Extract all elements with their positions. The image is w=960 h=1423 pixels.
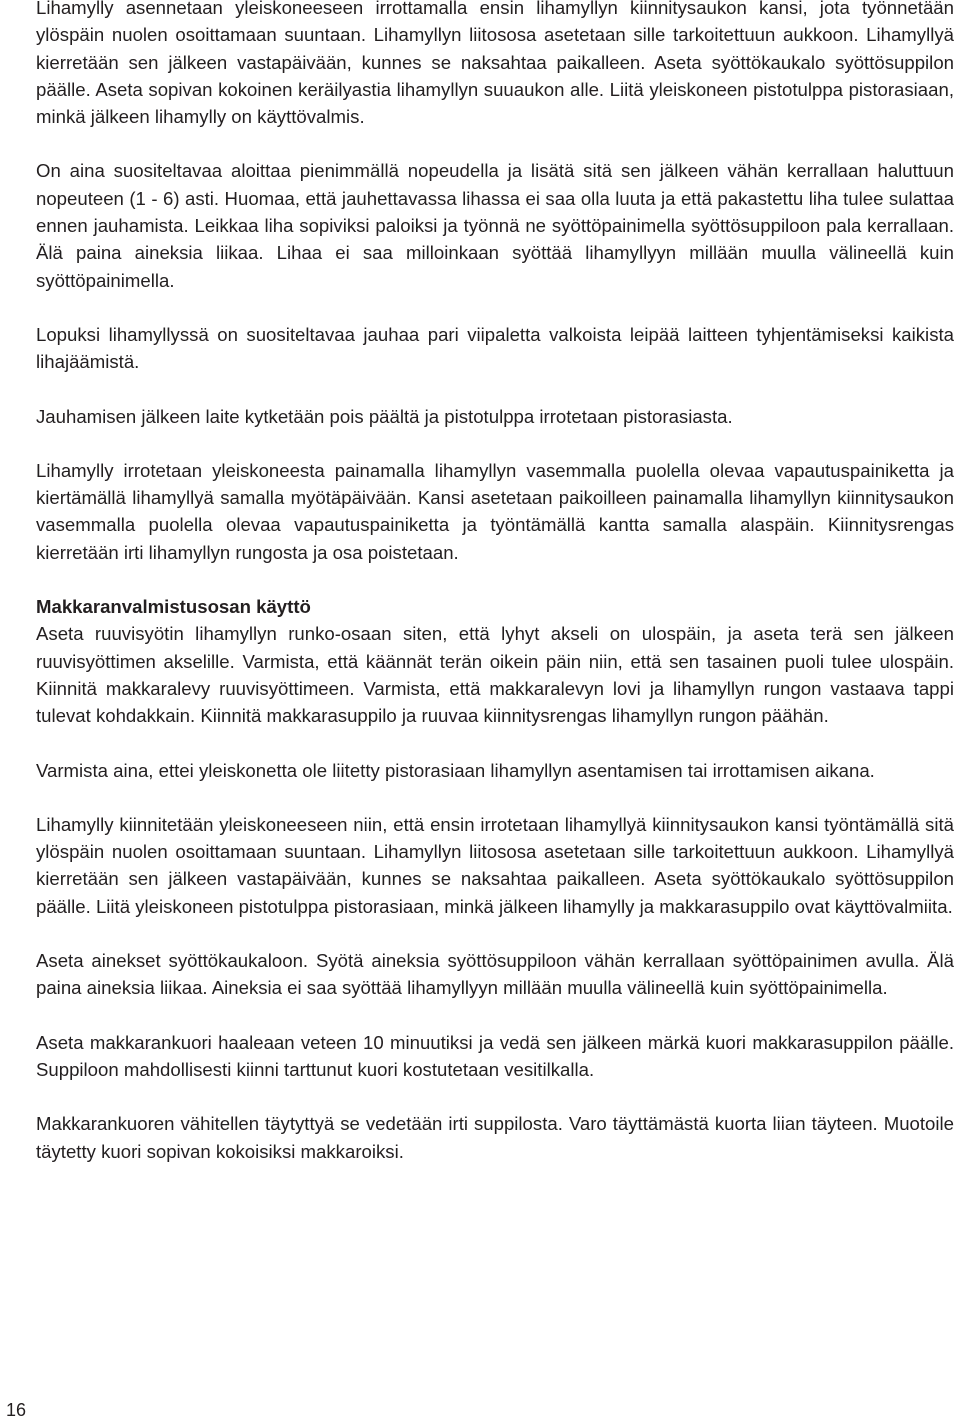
section-heading-sausage-maker: Makkaranvalmistusosan käyttö xyxy=(36,596,311,618)
paragraph-feeding-ingredients: Aseta ainekset syöttökaukaloon. Syötä aineksia syöttösuppiloon vähän kerrallaan syöttöpainimen avulla. Älä paina aineksia liikaa. Aineksia ei saa syöttää lihamyllyyn millään muulla välineellä kuin syöttöpainimella. xyxy=(36,950,954,999)
paragraph-mounting-grinder: Lihamylly kiinnitetään yleiskoneeseen niin, että ensin irrotetaan lihamyllyä kiinnitysaukon kansi työntämällä sitä ylöspäin nuolen osoittamaan suuntaan. Lihamyllyn liitososa asetetaan sille tarkoitettuun aukkoon. Lihamyllyä kierretään sen jälkeen vastapäivään, kunnes se naksahtaa paikalleen. Aseta syöttökaukalo syöttösuppilon päälle. Liitä yleiskoneen pistotulppa pistorasiaan, minkä jälkeen lihamylly ja makkarasuppilo ovat käyttövalmiita. xyxy=(36,813,954,917)
paragraph-preparing-casing: Aseta makkarankuori haaleaan veteen 10 minuutiksi ja vedä sen jälkeen märkä kuori makkarasuppilon päälle. Suppiloon mahdollisesti kiinni tarttunut kuori kostutetaan vesitilkalla. xyxy=(36,1031,954,1080)
paragraph-attaching-grinder: Lihamylly asennetaan yleiskoneeseen irrottamalla ensin lihamyllyn kiinnitysaukon kansi, jota työnnetään ylöspäin nuolen osoittamaan suuntaan. Lihamyllyn liitososa asetetaan sille tarkoitettuun aukkoon. Lihamyllyä kierretään sen jälkeen vastapäivään, kunnes se naksahtaa paikalleen. Aseta syöttökaukalo syöttösuppilon päälle. Aseta sopivan kokoinen keräilyastia lihamyllyn suuaukon alle. Liitä yleiskoneen pistotulppa pistorasiaan, minkä jälkeen lihamylly on käyttövalmis. xyxy=(36,0,954,128)
paragraph-filling-casing: Makkarankuoren vähitellen täytyttyä se vedetään irti suppilosta. Varo täyttämästä kuorta liian täyteen. Muotoile täytetty kuori sopivan kokoisiksi makkaroiksi. xyxy=(36,1113,954,1162)
page-number: 16 xyxy=(6,1400,27,1420)
paragraph-speed-and-feeding: On aina suositeltavaa aloittaa pienimmällä nopeudella ja lisätä sitä sen jälkeen vähän kerrallaan haluttuun nopeuteen (1 - 6) asti. Huomaa, että jauhettavassa lihassa ei saa olla luuta ja että pakastettu liha tulee sulattaa ennen jauhamista. Leikkaa liha sopiviksi paloiksi ja työnnä ne syöttöpainimella syöttösuppiloon pala kerrallaan. Älä paina aineksia liikaa. Lihaa ei saa milloinkaan syöttää lihamyllyyn millään muulla välineellä kuin syöttöpainimella. xyxy=(36,160,954,291)
paragraph-assembling-sausage-attachment: Aseta ruuvisyötin lihamyllyn runko-osaan siten, että lyhyt akseli on ulospäin, ja aseta terä sen jälkeen ruuvisyöttimen akselille. Varmista, että käännät terän oikein päin niin, että sen tasainen puoli tulee ulospäin. Kiinnitä makkaralevy ruuvisyöttimeen. Varmista, että makkaralevyn lovi ja lihamyllyn rungon vastaava tappi tulevat kohdakkain. Kiinnitä makkarasuppilo ja ruuvaa kiinnitysrengas lihamyllyn rungon päähän. xyxy=(36,623,954,727)
paragraph-switch-off: Jauhamisen jälkeen laite kytketään pois päältä ja pistotulppa irrotetaan pistorasiasta. xyxy=(36,405,733,427)
paragraph-cleaning-with-bread: Lopuksi lihamyllyssä on suositeltavaa jauhaa pari viipaletta valkoista leipää laitteen tyhjentämiseksi kaikista lihajäämistä. xyxy=(36,323,954,373)
paragraph-detaching-grinder: Lihamylly irrotetaan yleiskoneesta painamalla lihamyllyn vasemmalla puolella olevaa vapautuspainiketta ja kiertämällä lihamyllyä samalla myötäpäivään. Kansi asetetaan paikoilleen painamalla lihamyllyn kiinnitysaukon vasemmalla puolella olevaa vapautuspainiketta ja työntämällä kantta samalla alaspäin. Kiinnitysrengas kierretään irti lihamyllyn rungosta ja osa poistetaan. xyxy=(36,459,954,563)
manual-page xyxy=(36,0,954,1165)
paragraph-safety-warning: Varmista aina, ettei yleiskonetta ole liitetty pistorasiaan lihamyllyn asentamisen tai irrottamisen aikana. xyxy=(36,759,875,781)
